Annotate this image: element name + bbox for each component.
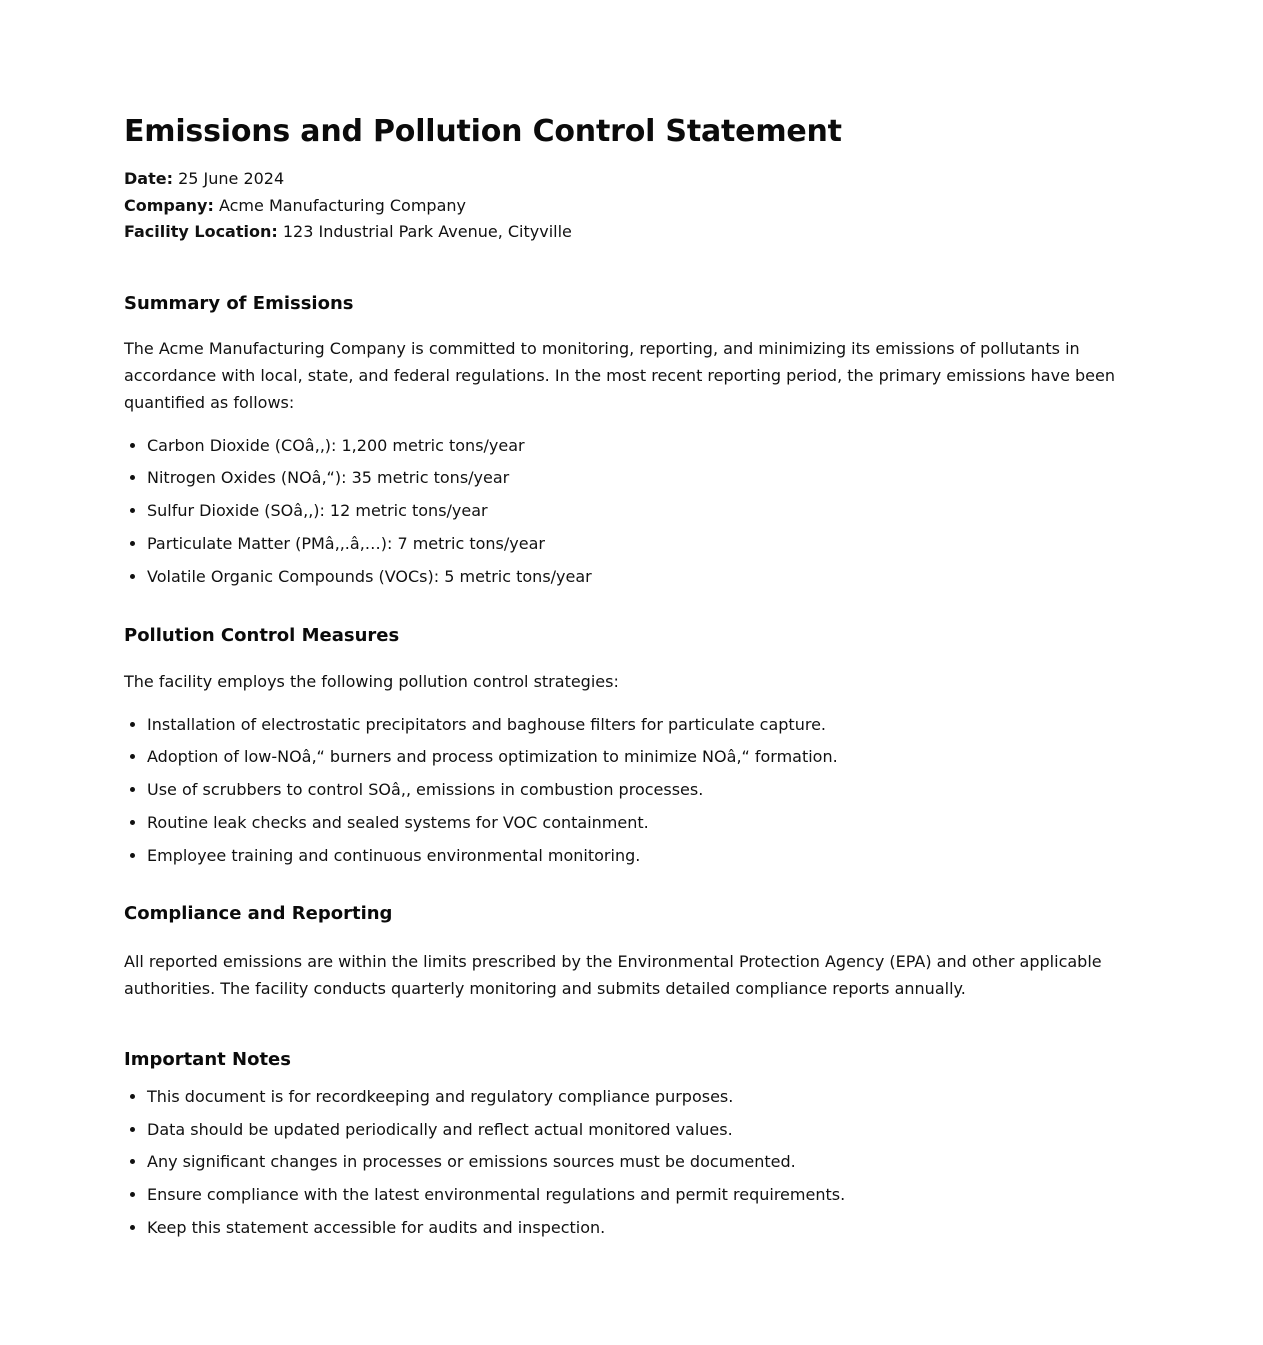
document-title: Emissions and Pollution Control Statement	[124, 114, 842, 149]
list-item: • Sulfur Dioxide (SOâ‚‚): 12 metric tons/year	[147, 500, 1139, 522]
section-heading: Compliance and Reporting	[124, 902, 393, 924]
meta-company-label: Company:	[124, 195, 214, 215]
list-item: • Any significant changes in processes or emissions sources must be documented.	[147, 1151, 1139, 1173]
section-heading: Important Notes	[124, 1048, 291, 1070]
section-heading: Summary of Emissions	[124, 292, 354, 314]
meta-location	[124, 219, 1139, 246]
controls-list	[124, 714, 1139, 867]
section-intro: The Acme Manufacturing Company is committed to monitoring, reporting, and minimizing its emissions of pollutants in accordance with local, state, and federal regulations. In the most recent reporting period, the primary emissions have been quantified as follows:	[124, 338, 1115, 412]
section-body: All reported emissions are within the limits prescribed by the Environmental Protection Agency (EPA) and other applicable authorities. The facility conducts quarterly monitoring and submits detailed compliance reports annually.	[124, 951, 1102, 998]
meta-company-value: Acme Manufacturing Company	[213, 195, 466, 215]
list-item: • Routine leak checks and sealed systems for VOC containment.	[147, 812, 1139, 834]
section-pollution-control-measures	[124, 624, 1139, 867]
list-item: • Keep this statement accessible for audits and inspection.	[147, 1217, 1139, 1239]
list-item: • Installation of electrostatic precipitators and baghouse filters for particulate capture.	[147, 714, 1139, 736]
list-item: • Adoption of low-NOâ‚“ burners and process optimization to minimize NOâ‚“ formation.	[147, 746, 1139, 768]
list-item: • This document is for recordkeeping and regulatory compliance purposes.	[147, 1086, 1139, 1108]
list-item: • Use of scrubbers to control SOâ‚‚ emissions in combustion processes.	[147, 779, 1139, 801]
list-item: • Employee training and continuous environmental monitoring.	[147, 845, 1139, 867]
list-item: • Nitrogen Oxides (NOâ‚“): 35 metric tons/year	[147, 467, 1139, 489]
list-item: • Data should be updated periodically and reflect actual monitored values.	[147, 1119, 1139, 1141]
list-item: • Ensure compliance with the latest environmental regulations and permit requirements.	[147, 1184, 1139, 1206]
meta-date	[124, 166, 1139, 193]
document-meta	[124, 166, 1139, 246]
section-intro: The facility employs the following pollution control strategies:	[124, 671, 619, 691]
meta-location-value: 123 Industrial Park Avenue, Cityville	[277, 222, 572, 241]
section-compliance-and-reporting	[124, 902, 1139, 1002]
emissions-list	[124, 435, 1139, 588]
list-item: • Carbon Dioxide (COâ‚‚): 1,200 metric tons/year	[147, 435, 1139, 457]
list-item: • Particulate Matter (PMâ‚‚.â‚…): 7 metric tons/year	[147, 533, 1139, 555]
section-summary-of-emissions	[124, 292, 1139, 588]
list-item: • Volatile Organic Compounds (VOCs): 5 metric tons/year	[147, 566, 1139, 588]
section-heading: Pollution Control Measures	[124, 624, 400, 646]
meta-date-value: 25 June 2024	[172, 169, 285, 188]
notes-list	[124, 1086, 1139, 1239]
meta-location-label: Facility Location:	[124, 222, 278, 241]
meta-company	[124, 193, 1139, 220]
section-important-notes	[124, 1048, 1139, 1239]
meta-date-label: Date:	[124, 169, 173, 188]
document-content	[124, 112, 1139, 1239]
